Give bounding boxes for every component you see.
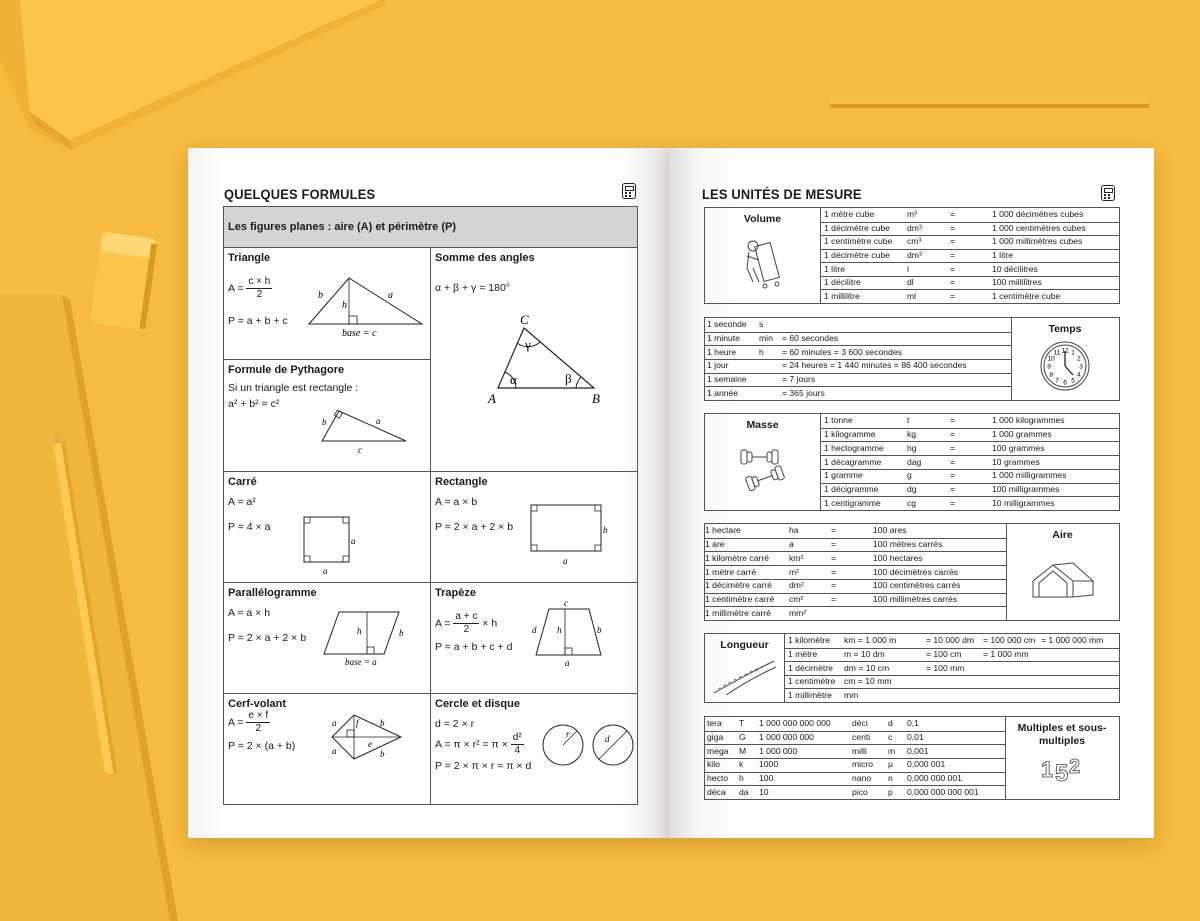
svg-text:a: a [563, 556, 568, 566]
cerf-volant-area: A = $\frac{e \times f}{2}$ [228, 710, 269, 734]
masse-cell: 100 milligrammes [992, 483, 1060, 494]
cell-carre [224, 472, 431, 583]
multiples-cell: pico [852, 786, 868, 797]
triangle-title: Triangle [228, 252, 271, 264]
volume-table [704, 207, 1120, 304]
calculator-icon [1101, 185, 1115, 201]
rectangle-figure [526, 500, 616, 570]
masse-label: Masse [746, 419, 779, 431]
longueur-cell: = 100 mm [926, 662, 965, 673]
aire-cell: 1 are [705, 539, 725, 550]
multiples-cell: 1 000 000 [759, 745, 798, 756]
aire-cell: a [789, 539, 794, 550]
svg-text:a: a [565, 658, 570, 668]
aire-cell: 100 millimètres carrés [873, 593, 958, 604]
angles-title: Somme des angles [435, 252, 535, 264]
carre-perimeter: P = 4 × a [228, 521, 271, 533]
aire-cell: m² [789, 566, 800, 577]
aire-cell: 1 mètre carré [705, 566, 757, 577]
volume-cell: 1 centimètre cube [824, 236, 893, 247]
longueur-cell: m = 10 dm [844, 648, 885, 659]
masse-cell: 10 grammes [992, 456, 1040, 467]
masse-cell: = [950, 442, 956, 453]
longueur-cell: 1 millimètre [788, 689, 832, 700]
volume-cell: m³ [907, 209, 918, 220]
temps-cell: 1 jour [707, 360, 729, 371]
temps-row-divider [705, 332, 1011, 333]
temps-cell: min [759, 333, 773, 343]
aire-cell: 1 décimètre carré [705, 580, 772, 591]
svg-text:d: d [605, 734, 610, 744]
aire-cell: 100 mètres carrés [873, 539, 943, 550]
longueur-cell: = 100 000 cm [983, 635, 1036, 646]
temps-cell: 1 minute [707, 333, 740, 343]
temps-cell: 1 heure [707, 346, 737, 357]
aire-cell: 100 ares [873, 525, 907, 536]
svg-text:1: 1 [1071, 349, 1075, 357]
aire-cell: cm² [789, 593, 804, 604]
numbers-icon [1037, 751, 1087, 787]
svg-text:b: b [380, 718, 385, 728]
cell-cerf-volant [224, 694, 431, 804]
masse-cell: = [950, 429, 956, 440]
multiples-cell: m [888, 745, 896, 756]
volume-cell: = [950, 209, 956, 220]
masse-cell: = [950, 483, 956, 494]
svg-text:12: 12 [1061, 347, 1069, 355]
svg-text:e: e [368, 739, 372, 749]
trapeze-area: A = $\frac{a + c}{2}$ × h [435, 611, 498, 635]
aire-cell: 1 centimètre carré [705, 593, 775, 604]
multiples-cell: M [739, 745, 747, 756]
svg-text:d: d [532, 625, 537, 635]
cell-angles [431, 248, 637, 472]
volume-row-divider [820, 276, 1119, 277]
longueur-cell: = 10 000 dm [926, 635, 975, 646]
masse-cell: dg [907, 483, 917, 494]
multiples-cell: 0,000 001 [907, 759, 946, 770]
masse-cell: dag [907, 456, 922, 467]
volume-cell: l [907, 263, 909, 274]
circle-figures [541, 722, 636, 772]
longueur-cell: mm [844, 689, 859, 700]
svg-text:b: b [322, 417, 327, 427]
longueur-separator [784, 634, 785, 702]
right-triangle-figure [314, 405, 414, 460]
masse-cell: 1 décagramme [824, 456, 882, 467]
road-icon [712, 655, 778, 699]
temps-cell: = 24 heures = 1 440 minutes = 86 400 secondes [782, 360, 967, 371]
temps-cell: h [759, 346, 764, 357]
formulas-table [223, 206, 638, 805]
cercle-area: A = π × r² = π × $\frac{\text{d²}}{4}$ [435, 732, 522, 756]
multiples-cell: déca [707, 786, 726, 797]
masse-cell: 10 milligrammes [992, 497, 1055, 508]
multiples-cell: c [888, 732, 893, 742]
multiples-label: Multiples et sous-multiples [1017, 722, 1107, 747]
aire-label: Aire [1052, 529, 1073, 541]
angles-label-B: B [592, 391, 600, 403]
open-booklet [188, 148, 1154, 838]
multiples-cell: mega [707, 745, 729, 756]
volume-cell: = [950, 277, 956, 288]
carre-title: Carré [228, 476, 257, 488]
svg-text:c: c [564, 598, 568, 608]
trapezoid-figure [531, 597, 616, 669]
volume-cell: 1 000 décimètres cubes [992, 209, 1084, 220]
volume-cell: 1 millilitre [824, 290, 860, 301]
multiples-cell: milli [852, 745, 867, 756]
masse-cell: 1 000 grammes [992, 429, 1052, 440]
aire-cell: = [831, 593, 837, 604]
multiples-cell: 1 000 000 000 000 [759, 718, 831, 729]
multiples-cell: 10 [759, 786, 769, 797]
clock-icon [1039, 340, 1091, 392]
aire-cell: = [831, 566, 837, 577]
temps-cell: = 60 minutes = 3 600 secondes [782, 346, 902, 357]
angles-label-beta: β [565, 371, 572, 386]
svg-text:2: 2 [1077, 355, 1081, 363]
svg-text:7: 7 [1055, 377, 1059, 385]
pythagore-text: Si un triangle est rectangle : [228, 382, 359, 394]
masse-cell: kg [907, 429, 917, 440]
cercle-title: Cercle et disque [435, 698, 520, 710]
volume-cell: 1 décilitre [824, 277, 861, 288]
masse-cell: 1 000 milligrammes [992, 470, 1067, 481]
multiples-cell: 0,001 [907, 745, 929, 756]
masse-cell: 1 000 kilogrammes [992, 415, 1065, 426]
longueur-cell: cm = 10 mm [844, 676, 892, 687]
longueur-cell: 1 centimètre [788, 676, 836, 687]
multiples-cell: 0,000 000 001 [907, 773, 962, 783]
rectangle-title: Rectangle [435, 476, 488, 488]
volume-cell: dm³ [907, 222, 922, 233]
svg-text:base = a: base = a [345, 657, 377, 667]
triangle-label-h: h [342, 300, 347, 311]
svg-text:9: 9 [1047, 363, 1051, 371]
svg-text:b: b [380, 749, 385, 759]
aire-cell: 100 décimètres carrés [873, 566, 959, 577]
svg-text:b: b [597, 625, 602, 635]
multiples-cell: nano [852, 773, 872, 783]
dumbbell-icon [737, 444, 789, 498]
parallelogramme-area: A = a × h [228, 607, 271, 619]
right-page [669, 148, 1154, 838]
longueur-cell: dm = 10 cm [844, 662, 890, 673]
longueur-cell: = 1 000 mm [983, 648, 1029, 659]
trapeze-perimeter: P = a + b + c + d [435, 641, 513, 653]
aire-row-divider [705, 538, 1006, 539]
volume-row-divider [820, 262, 1119, 263]
triangle-label-a: a [388, 290, 393, 301]
svg-text:h: h [557, 625, 562, 635]
longueur-cell: = 1 000 000 mm [1041, 635, 1104, 646]
longueur-cell: 1 kilomètre [788, 635, 831, 646]
aire-cell: 100 centimètres carrés [873, 580, 961, 591]
triangle-figure [304, 276, 429, 346]
aire-cell: = [831, 580, 837, 591]
svg-text:6: 6 [1063, 379, 1067, 387]
temps-cell: 1 semaine [707, 374, 747, 384]
temps-row-divider [705, 386, 1011, 387]
masse-cell: = [950, 456, 956, 467]
longueur-row-divider [784, 688, 1119, 689]
cell-pythagore [224, 360, 431, 472]
parallelogramme-title: Parallélogramme [228, 587, 317, 599]
trapeze-title: Trapèze [435, 587, 476, 599]
longueur-table [704, 633, 1120, 703]
multiples-cell: 100 [759, 773, 774, 783]
svg-text:10: 10 [1047, 355, 1055, 363]
masse-cell: t [907, 415, 910, 426]
volume-cell: 1 décimètre cube [824, 250, 890, 260]
angles-triangle-figure [486, 313, 606, 403]
svg-text:b: b [603, 525, 608, 535]
aire-cell: 1 hectare [705, 525, 741, 536]
triangle-label-base: base = c [342, 328, 377, 339]
multiples-cell: d [888, 718, 893, 729]
aire-cell: km² [789, 552, 804, 563]
masse-table [704, 413, 1120, 511]
svg-text:5: 5 [1071, 377, 1075, 385]
calculator-icon [622, 183, 636, 199]
cell-triangle [224, 248, 431, 360]
volume-cell: 1 centimètre cube [992, 290, 1061, 301]
aire-cell: mm² [789, 607, 807, 618]
parallelogram-figure [319, 609, 429, 669]
aire-cell: = [831, 552, 837, 563]
temps-cell: = 7 jours [782, 374, 816, 384]
multiples-cell: 1000 [759, 759, 779, 770]
aire-cell: 1 kilomètre carré [705, 552, 769, 563]
multiples-cell: G [739, 732, 746, 742]
multiples-cell: h [739, 773, 744, 783]
volume-cell: cm³ [907, 236, 922, 247]
left-page [188, 148, 669, 838]
masse-cell: 1 kilogramme [824, 429, 876, 440]
volume-cell: 1 décimètre cube [824, 222, 890, 233]
aire-table [704, 523, 1120, 621]
volume-row-divider [820, 289, 1119, 290]
longueur-cell: 1 décimètre [788, 662, 833, 673]
svg-text:8: 8 [1049, 371, 1053, 379]
cell-rectangle [431, 472, 637, 583]
cell-trapeze [431, 583, 637, 694]
multiples-cell: giga [707, 732, 724, 742]
masse-cell: = [950, 470, 956, 481]
volume-cell: = [950, 236, 956, 247]
temps-table [704, 317, 1120, 401]
masse-cell: 1 décigramme [824, 483, 879, 494]
aire-cell: 100 hectares [873, 552, 923, 563]
masse-cell: 1 gramme [824, 470, 863, 481]
multiples-table [704, 716, 1120, 800]
aire-cell: = [831, 539, 837, 550]
longueur-cell: = 100 cm [926, 648, 962, 659]
angles-label-C: C [520, 313, 529, 327]
triangle-perimeter-formula: P = a + b + c [228, 315, 288, 327]
volume-cell: 1 mètre cube [824, 209, 875, 220]
cerf-volant-title: Cerf-volant [228, 698, 287, 710]
volume-cell: dl [907, 277, 914, 288]
multiples-cell: T [739, 718, 745, 729]
temps-cell: = 60 secondes [782, 333, 839, 343]
svg-text:a: a [351, 536, 356, 546]
svg-text:11: 11 [1053, 349, 1061, 357]
svg-text:h: h [357, 626, 362, 636]
svg-text:a: a [332, 718, 337, 728]
carre-area: A = a² [228, 496, 256, 508]
cercle-diameter: d = 2 × r [435, 718, 475, 730]
svg-text:a: a [323, 566, 328, 576]
multiples-cell: déci [852, 718, 868, 729]
parallelogramme-perimeter: P = 2 × a + 2 × b [228, 632, 307, 644]
multiples-cell: centi [852, 732, 871, 742]
square-figure [296, 512, 366, 582]
kite-figure [324, 712, 409, 767]
formulas-section-title: Les figures planes : aire (A) et périmètre (P) [224, 207, 637, 248]
angles-formula: α + β + γ = 180° [435, 282, 510, 294]
multiples-cell: hecto [707, 773, 729, 783]
multiples-cell: kilo [707, 759, 720, 770]
angles-label-alpha: α [510, 372, 517, 387]
cercle-perimeter: P = 2 × π × r = π × d [435, 760, 532, 772]
svg-text:r: r [566, 729, 570, 739]
longueur-label: Longueur [720, 639, 769, 651]
svg-text:4: 4 [1077, 371, 1081, 379]
temps-cell: = 365 jours [782, 387, 825, 398]
cerf-volant-perimeter: P = 2 × (a + b) [228, 740, 296, 752]
multiples-cell: micro [852, 759, 874, 770]
volume-cell: = [950, 290, 956, 301]
multiples-cell: 0,000 000 000 001 [907, 786, 979, 797]
multiples-cell: 1 000 000 000 [759, 732, 814, 742]
temps-cell: 1 seconde [707, 319, 747, 330]
masse-cell: 1 centigramme [824, 497, 881, 508]
volume-label: Volume [743, 213, 782, 225]
svg-text:5: 5 [1055, 760, 1069, 787]
longueur-cell: 1 mètre [788, 648, 818, 659]
svg-text:f: f [356, 718, 359, 728]
triangle-label-b: b [318, 290, 323, 301]
svg-text:a: a [376, 416, 381, 426]
multiples-cell: da [739, 786, 749, 797]
temps-cell: s [759, 319, 764, 330]
house-area-icon [1029, 559, 1097, 603]
masse-cell: cg [907, 497, 917, 508]
cell-cercle [431, 694, 637, 804]
volume-cell: 1 litre [824, 263, 846, 274]
temps-row-divider [705, 373, 1011, 374]
svg-text:3: 3 [1079, 363, 1083, 371]
volume-cell: ml [907, 290, 917, 301]
volume-cell: 1 000 centimètres cubes [992, 222, 1086, 233]
triangle-area-formula: A = $\frac{c \times h}{2}$ [228, 276, 271, 300]
svg-text:b: b [399, 628, 404, 638]
longueur-cell: km = 1 000 m [844, 635, 897, 646]
angles-label-gamma: γ [525, 337, 531, 352]
masse-cell: 1 tonne [824, 415, 853, 426]
right-page-title: LES UNITÉS DE MESURE [702, 186, 862, 202]
svg-text:c: c [358, 445, 362, 455]
aire-cell: dm² [789, 580, 804, 591]
multiples-cell: 0,1 [907, 718, 919, 729]
aire-cell: = [831, 525, 837, 536]
multiples-cell: tera [707, 718, 722, 729]
multiples-cell: µ [888, 759, 893, 770]
volume-cell: = [950, 222, 956, 233]
pythagore-formula: a² + b² = c² [228, 398, 280, 410]
rectangle-area: A = a × b [435, 496, 478, 508]
masse-row-divider [820, 469, 1119, 470]
volume-cell: 1 000 millimètres cubes [992, 236, 1083, 247]
masse-cell: = [950, 497, 956, 508]
svg-text:2: 2 [1069, 756, 1081, 778]
masse-cell: 100 grammes [992, 442, 1045, 453]
moving-box-icon [739, 238, 787, 292]
multiples-cell: n [888, 773, 893, 783]
svg-text:a: a [332, 746, 337, 756]
multiples-cell: 0,01 [907, 732, 924, 742]
masse-cell: = [950, 415, 956, 426]
cell-parallelogramme [224, 583, 431, 694]
masse-cell: hg [907, 442, 917, 453]
masse-cell: g [907, 470, 912, 481]
multiples-cell: k [739, 759, 744, 770]
temps-cell: 1 année [707, 387, 739, 398]
volume-cell: 100 millilitres [992, 277, 1042, 288]
volume-cell: 10 décilitres [992, 263, 1038, 274]
volume-cell: 1 litre [992, 250, 1014, 260]
volume-cell: dm³ [907, 250, 922, 260]
volume-cell: = [950, 250, 956, 260]
aire-cell: 1 millimètre carré [705, 607, 771, 618]
rectangle-perimeter: P = 2 × a + 2 × b [435, 521, 514, 533]
angles-label-A: A [488, 391, 496, 403]
svg-text:1: 1 [1041, 757, 1054, 782]
multiples-cell: p [888, 786, 893, 797]
temps-label: Temps [1048, 323, 1082, 335]
pythagore-title: Formule de Pythagore [228, 364, 345, 376]
aire-cell: ha [789, 525, 799, 536]
volume-cell: = [950, 263, 956, 274]
masse-cell: 1 hectogramme [824, 442, 884, 453]
left-page-title: QUELQUES FORMULES [224, 186, 376, 202]
